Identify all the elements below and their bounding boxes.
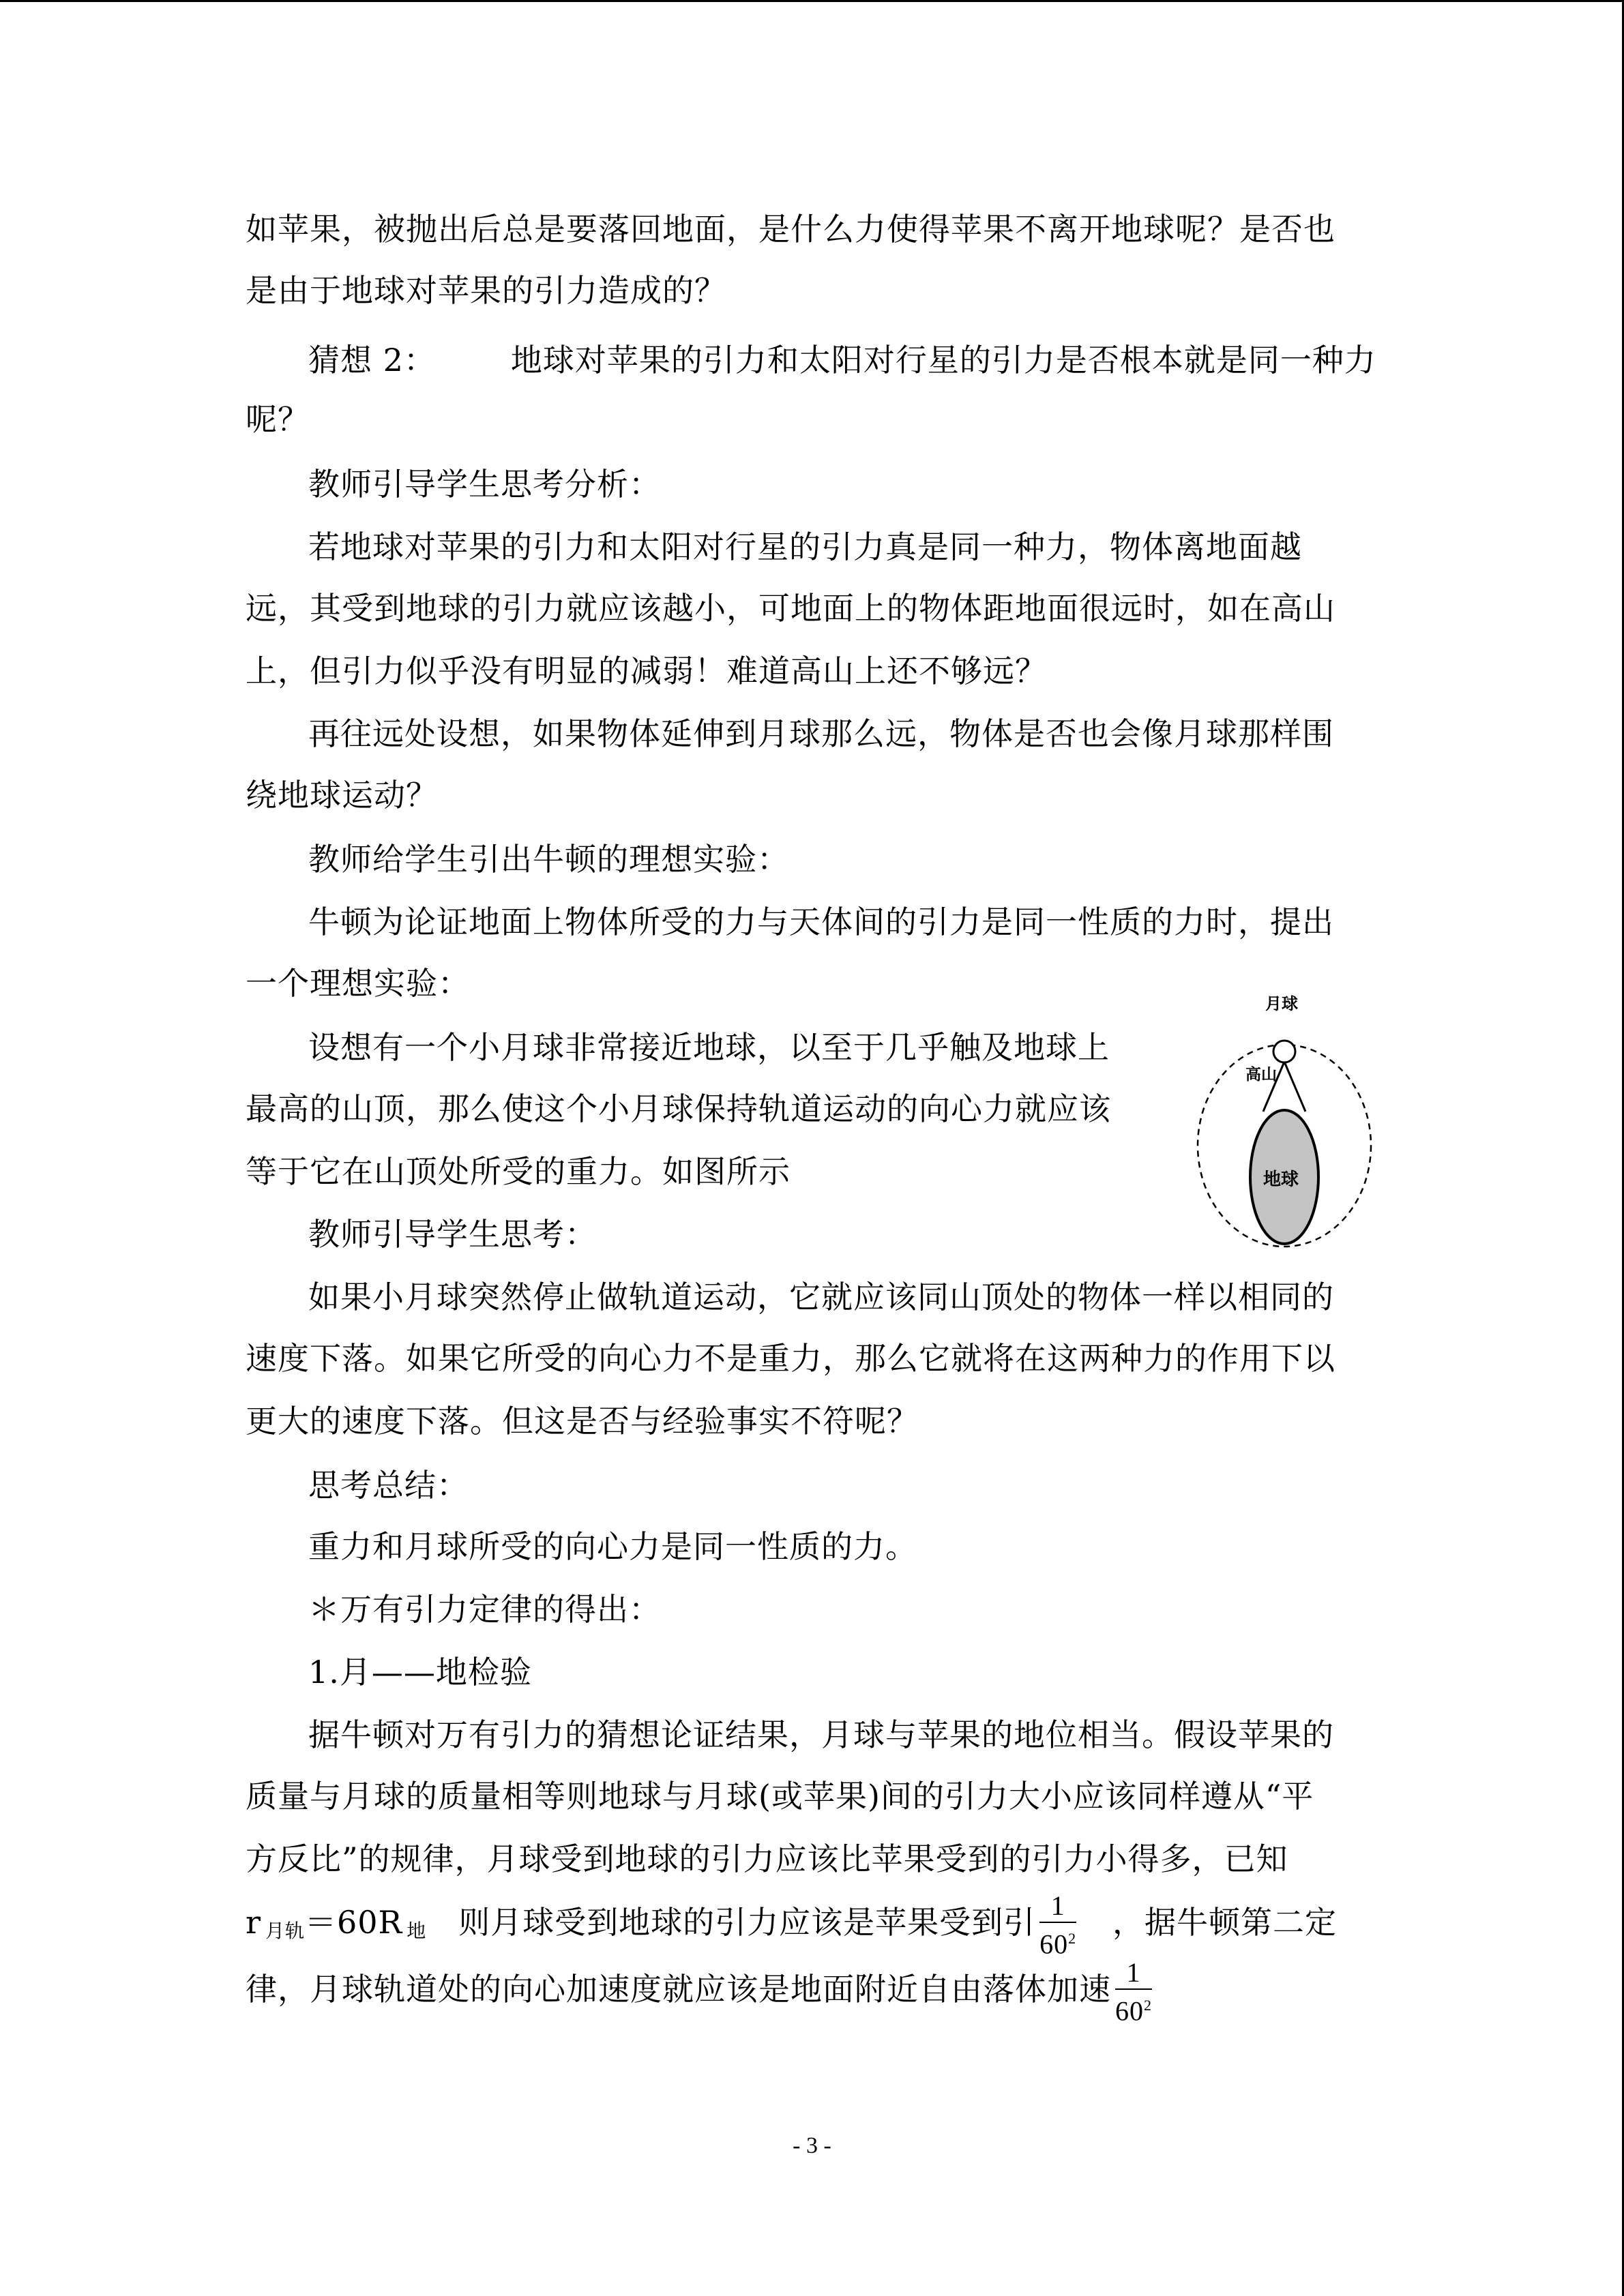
conjecture-text: 地球对苹果的引力和太阳对行星的引力是否根本就是同一种力 <box>510 342 1376 378</box>
paragraph-line: 思考总结： <box>308 1467 469 1504</box>
paragraph-line: 远，其受到地球的引力就应该越小，可地面上的物体距地面很远时，如在高山 <box>246 590 1335 627</box>
paragraph-line: 如果小月球突然停止做轨道运动，它就应该同山顶处的物体一样以相同的 <box>308 1279 1334 1315</box>
mountain-label: 高山 <box>1245 1066 1277 1084</box>
fraction-numerator: 1 <box>1115 1957 1152 1990</box>
paragraph-line: 等于它在山顶处所受的重力。如图所示 <box>246 1153 791 1190</box>
page-number: - 3 - <box>793 2133 831 2158</box>
fraction-denominator-exponent: 2 <box>1068 1930 1077 1947</box>
fraction-denominator <box>1039 1923 1076 1960</box>
moon-earth-orbit-figure <box>1187 982 1391 1255</box>
fraction-denominator-base: 60 <box>1039 1928 1069 1960</box>
fraction-denominator-exponent: 2 <box>1144 1997 1152 2014</box>
fraction-one-over-60-squared <box>1115 1957 1152 2027</box>
paragraph-line: 教师引导学生思考分析： <box>308 466 661 503</box>
radius-equation: ＝60R <box>305 1904 403 1941</box>
formula-text-rest: ，据牛顿第二定 <box>1112 1904 1337 1941</box>
paragraph-line: 速度下落。如果它所受的向心力不是重力，那么它就将在这两种力的作用下以 <box>246 1340 1335 1377</box>
fraction-one-over-60-squared <box>1039 1890 1076 1960</box>
fraction-numerator: 1 <box>1039 1890 1076 1923</box>
paragraph-line: 一个理想实验： <box>246 965 470 1002</box>
paragraph-line: 是由于地球对苹果的引力造成的？ <box>246 272 726 309</box>
radius-subscript: 月轨 <box>265 1920 306 1943</box>
fraction-denominator <box>1115 1990 1152 2027</box>
top-border <box>0 0 1624 2</box>
moon-label: 月球 <box>1265 994 1298 1013</box>
formula-line <box>246 1890 1337 1960</box>
paragraph-line: 上，但引力似乎没有明显的减弱！难道高山上还不够远？ <box>246 653 1047 689</box>
paragraph-line: 更大的速度下落。但这是否与经验事实不符呢？ <box>246 1403 919 1440</box>
paragraph-line: 教师给学生引出牛顿的理想实验： <box>308 841 789 878</box>
fraction-denominator-base: 60 <box>1115 1995 1144 2027</box>
conjecture-label: 猜想 2： <box>308 342 436 378</box>
paragraph-line: 呢？ <box>246 401 310 438</box>
paragraph-line: 再往远处设想，如果物体延伸到月球那么远，物体是否也会像月球那样围 <box>308 715 1334 752</box>
section-heading: 1.月——地检验 <box>308 1654 532 1690</box>
paragraph-line: 据牛顿对万有引力的猜想论证结果，月球与苹果的地位相当。假设苹果的 <box>308 1716 1334 1753</box>
paragraph-line: 若地球对苹果的引力和太阳对行星的引力真是同一种力，物体离地面越 <box>308 528 1302 565</box>
paragraph-line: 绕地球运动？ <box>246 777 438 814</box>
moon-icon <box>1273 1041 1295 1062</box>
formula-text: 则月球受到地球的引力应该是苹果受到引 <box>458 1904 1036 1941</box>
earth-label: 地球 <box>1263 1169 1299 1190</box>
paragraph-line: 教师引导学生思考： <box>308 1216 597 1253</box>
paragraph-line: 重力和月球所受的向心力是同一性质的力。 <box>308 1528 917 1565</box>
paragraph-line <box>308 340 1376 381</box>
paragraph-line: 设想有一个小月球非常接近地球，以至于几乎触及地球上 <box>308 1029 1110 1066</box>
radius-symbol: r <box>246 1904 261 1941</box>
paragraph-line: 质量与月球的质量相等则地球与月球(或苹果)间的引力大小应该同样遵从“平 <box>246 1778 1314 1815</box>
paragraph-line: 最高的山顶，那么使这个小月球保持轨道运动的向心力就应该 <box>246 1090 1111 1127</box>
paragraph-line: 方反比”的规律，月球受到地球的引力应该比苹果受到的引力小得多，已知 <box>246 1840 1288 1877</box>
formula-text: 律，月球轨道处的向心加速度就应该是地面附近自由落体加速 <box>246 1971 1111 2008</box>
mountain-right-slope <box>1284 1062 1305 1112</box>
paragraph-line: ＊万有引力定律的得出： <box>308 1591 661 1628</box>
formula-line <box>246 1957 1156 2027</box>
earth-subscript: 地 <box>407 1920 427 1943</box>
paragraph-line: 牛顿为论证地面上物体所受的力与天体间的引力是同一性质的力时，提出 <box>308 904 1334 940</box>
paragraph-line: 如苹果，被抛出后总是要落回地面，是什么力使得苹果不离开地球呢？是否也 <box>246 211 1335 248</box>
